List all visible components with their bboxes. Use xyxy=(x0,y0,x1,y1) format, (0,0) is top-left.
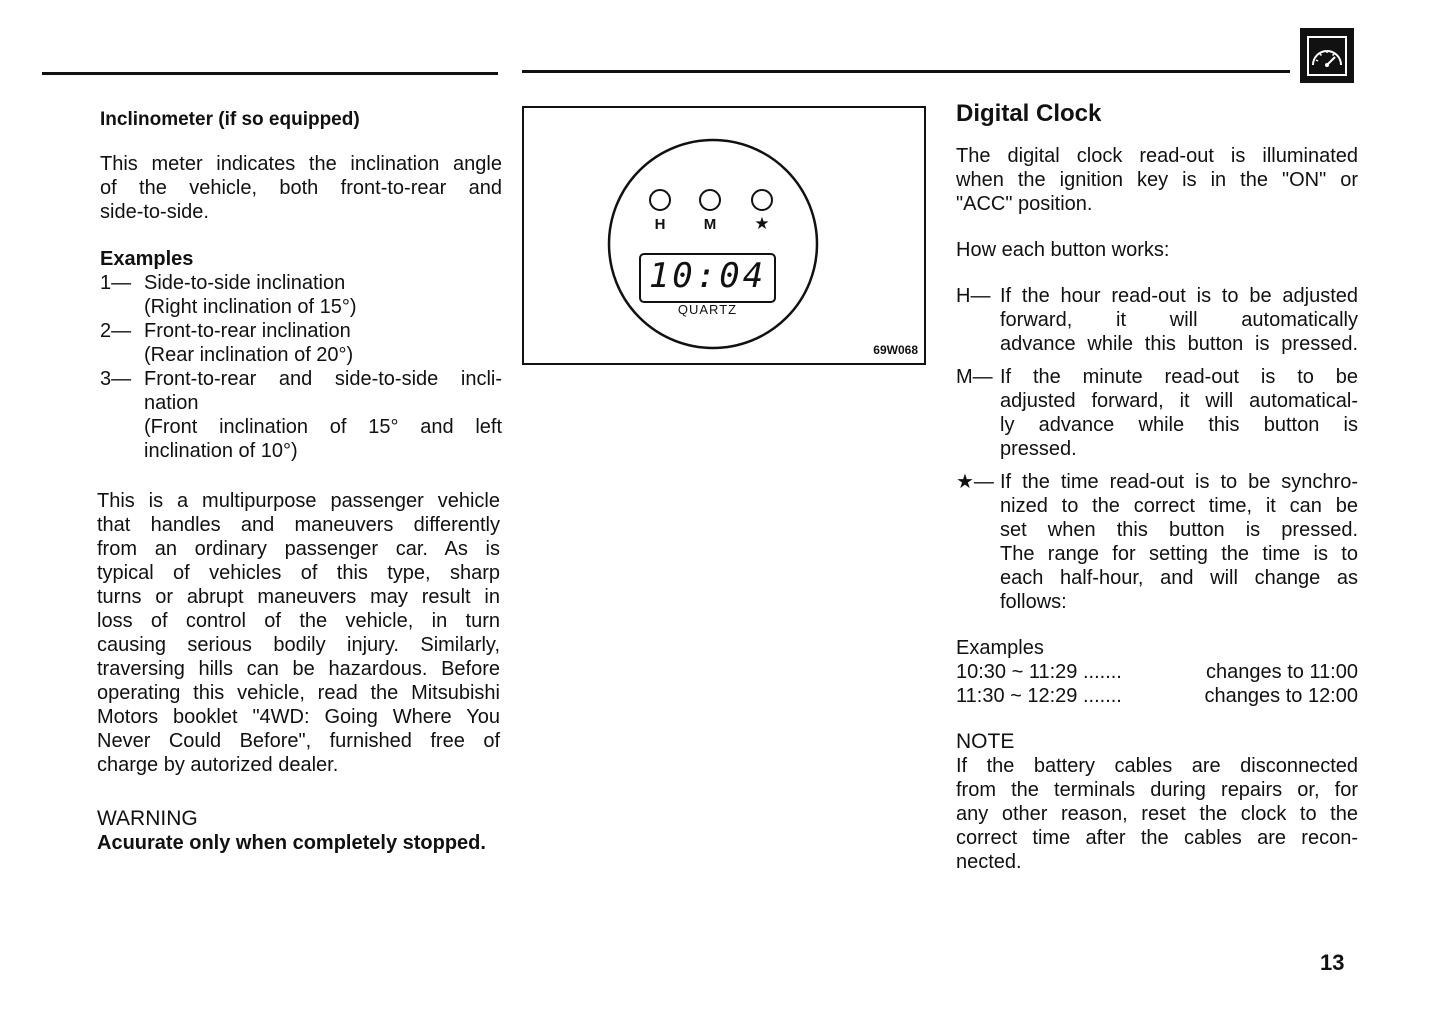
example-result: changes to 11:00 xyxy=(1206,661,1358,683)
note-title: NOTE xyxy=(956,730,1015,753)
description-line: follows: xyxy=(1000,591,1067,613)
button-description-h xyxy=(956,284,1358,356)
gauge-icon xyxy=(1300,28,1354,83)
clock-figure xyxy=(522,106,926,365)
h-button-circle xyxy=(650,190,670,210)
example-number: 1— xyxy=(100,272,132,294)
note-line: correct time after the cables are recon- xyxy=(956,827,1358,849)
note-line: from the terminals during repairs or, for xyxy=(956,779,1358,801)
h-button-label: H xyxy=(654,216,666,233)
button-description-star xyxy=(956,470,1358,614)
intro-line: when the ignition key is in the "ON" or xyxy=(956,169,1358,191)
description-line: forward, it will automatically xyxy=(1000,309,1358,331)
paragraph-line: operating this vehicle, read the Mitsubishi xyxy=(97,682,500,704)
page-number: 13 xyxy=(1320,950,1345,975)
paragraph-line: This is a multipurpose passenger vehicle xyxy=(97,490,500,512)
paragraph-line: that handles and maneuvers differently xyxy=(97,514,500,536)
digital-clock-title: Digital Clock xyxy=(956,100,1102,127)
clock-illustration xyxy=(524,108,924,363)
digital-clock-intro xyxy=(956,144,1358,216)
example-item xyxy=(100,367,502,463)
description-line: If the hour read-out is to be adjusted xyxy=(1000,285,1358,307)
paragraph-line: Motors booklet "4WD: Going Where You xyxy=(97,706,500,728)
how-buttons-work-label: How each button works: xyxy=(956,239,1170,261)
example-line: nation xyxy=(144,392,199,414)
example-item xyxy=(100,271,502,319)
description-line: pressed. xyxy=(1000,438,1077,460)
description-line: The range for setting the time is to xyxy=(1000,543,1358,565)
description-line: each half-hour, and will change as xyxy=(1000,567,1358,589)
description-line: ly advance while this button is xyxy=(1000,414,1358,436)
inclinometer-intro xyxy=(100,152,502,224)
m-button-label: M xyxy=(703,216,717,233)
paragraph-line: charge by autorized dealer. xyxy=(97,754,339,776)
lcd-time-readout: 10:04 xyxy=(648,256,767,296)
intro-line: "ACC" position. xyxy=(956,193,1093,215)
example-line: (Front inclination of 15° and left xyxy=(144,416,502,438)
note-line: nected. xyxy=(956,851,1022,873)
paragraph-line: typical of vehicles of this type, sharp xyxy=(97,562,500,584)
example-line: Side-to-side inclination xyxy=(144,272,346,294)
paragraph-line: causing serious bodily injury. Similarly, xyxy=(97,634,500,656)
button-key: M— xyxy=(956,366,993,388)
example-number: 2— xyxy=(100,320,132,342)
example-row xyxy=(956,660,1358,684)
description-line: set when this button is pressed. xyxy=(1000,519,1358,541)
paragraph-line: traversing hills can be hazardous. Before xyxy=(97,658,500,680)
button-key: ★— xyxy=(956,471,994,493)
clock-examples-label: Examples xyxy=(956,637,1044,659)
example-range: 10:30 ~ 11:29 ....... xyxy=(956,661,1122,683)
inclinometer-section xyxy=(100,108,502,463)
warning-text: Acuurate only when completely stopped. xyxy=(97,832,486,854)
intro-line: This meter indicates the inclination angle xyxy=(100,153,502,175)
paragraph-line: Never Could Before", furnished free of xyxy=(97,730,500,752)
intro-line: side-to-side. xyxy=(100,201,209,223)
note-line: any other reason, reset the clock to the xyxy=(956,803,1358,825)
button-key: H— xyxy=(956,285,991,307)
paragraph-line: turns or abrupt maneuvers may result in xyxy=(97,586,500,608)
vehicle-warning-paragraph xyxy=(97,489,500,855)
header-rule-right xyxy=(522,70,1290,73)
description-line: nized to the correct time, it can be xyxy=(1000,495,1358,517)
example-number: 3— xyxy=(100,368,132,390)
intro-line: of the vehicle, both front-to-rear and xyxy=(100,177,502,199)
button-description-m xyxy=(956,365,1358,461)
example-line: Front-to-rear inclination xyxy=(144,320,351,342)
example-line: (Rear inclination of 20°) xyxy=(144,344,354,366)
inclinometer-heading: Inclinometer (if so equipped) xyxy=(100,109,360,130)
digital-clock-section xyxy=(956,102,1358,874)
star-button-circle xyxy=(752,190,772,210)
example-result: changes to 12:00 xyxy=(1204,685,1358,707)
quartz-label: QUARTZ xyxy=(677,302,738,317)
header-rule-left xyxy=(42,72,498,75)
description-line: If the minute read-out is to be xyxy=(1000,366,1358,388)
examples-label: Examples xyxy=(100,248,194,270)
star-button-label: ★ xyxy=(754,214,770,233)
paragraph-line: loss of control of the vehicle, in turn xyxy=(97,610,500,632)
example-line: inclination of 10°) xyxy=(144,440,298,462)
example-item xyxy=(100,319,502,367)
description-line: adjusted forward, it will automatical- xyxy=(1000,390,1358,412)
example-line: Front-to-rear and side-to-side incli- xyxy=(144,368,502,390)
warning-title: WARNING xyxy=(97,807,198,830)
note-line: If the battery cables are disconnected xyxy=(956,755,1358,777)
m-button-circle xyxy=(700,190,720,210)
description-line: If the time read-out is to be synchro- xyxy=(1000,471,1358,493)
example-line: (Right inclination of 15°) xyxy=(144,296,357,318)
figure-code: 69W068 xyxy=(873,343,918,357)
example-range: 11:30 ~ 12:29 ....... xyxy=(956,685,1122,707)
example-row xyxy=(956,684,1358,708)
description-line: advance while this button is pressed. xyxy=(1000,333,1358,355)
paragraph-line: from an ordinary passenger car. As is xyxy=(97,538,500,560)
intro-line: The digital clock read-out is illuminated xyxy=(956,145,1358,167)
